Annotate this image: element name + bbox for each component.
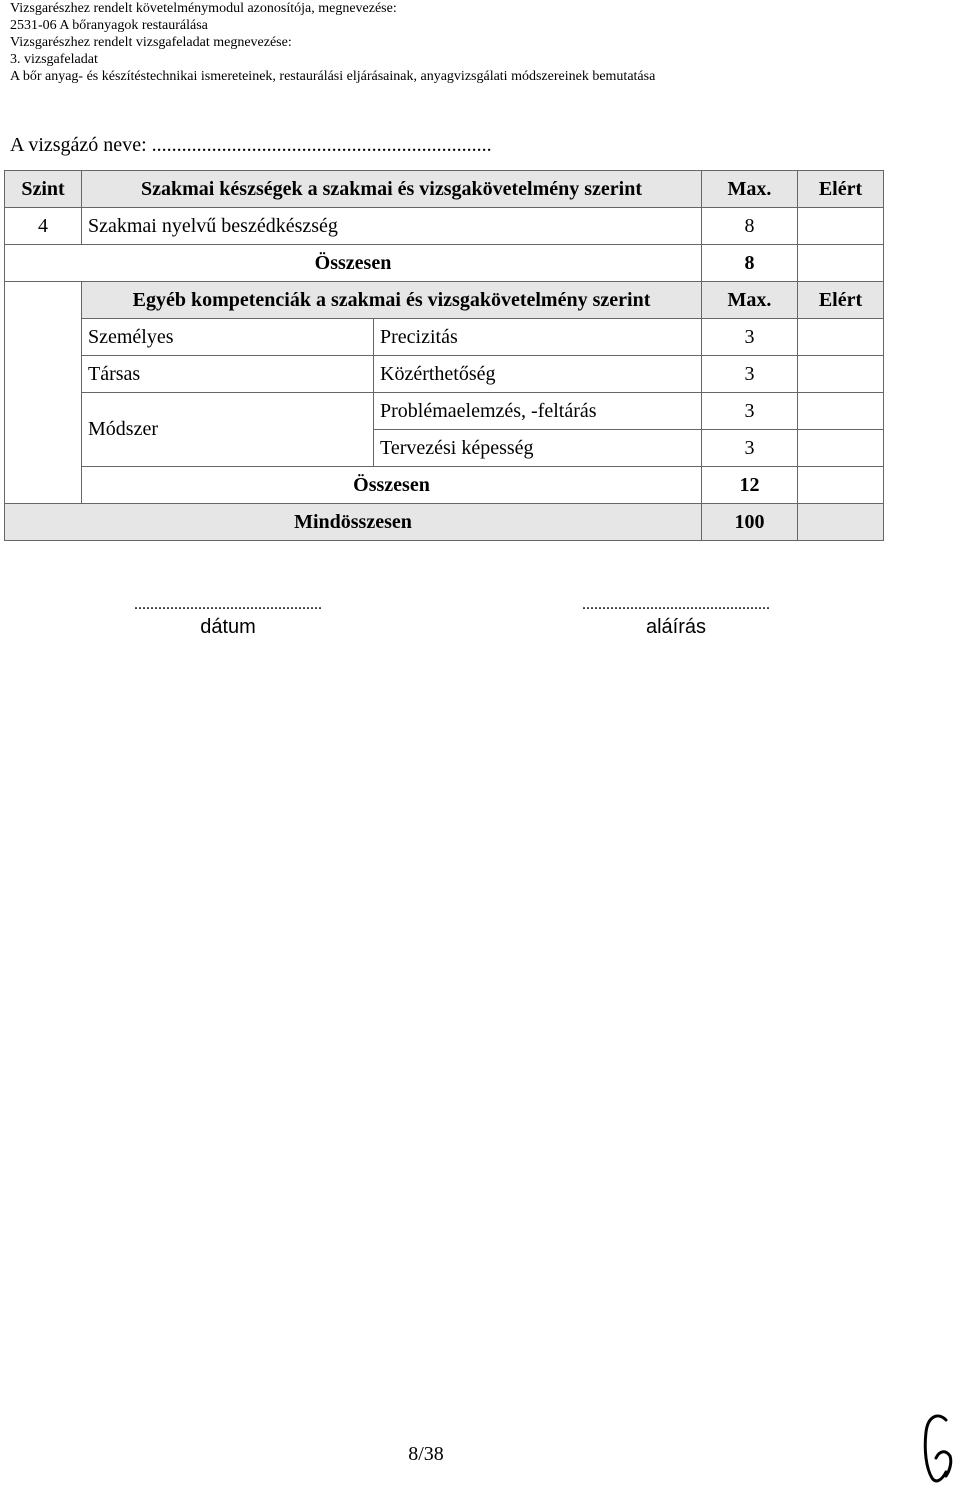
date-block [94, 596, 362, 640]
grand-total-max: 100 [702, 504, 798, 541]
table-header-row [5, 171, 884, 208]
competency-category: Módszer [82, 393, 374, 467]
handwritten-mark-icon [916, 1410, 956, 1486]
subtotal-row [5, 245, 884, 282]
competencies-header-row [5, 282, 884, 319]
competency-category: Személyes [82, 319, 374, 356]
header-other-competencies: Egyéb kompetenciák a szakmai és vizsgakövetelmény szerint [82, 282, 702, 319]
competency-item: Precizitás [374, 319, 702, 356]
subtotal-reached-cell [798, 245, 884, 282]
competency-item: Tervezési képesség [374, 430, 702, 467]
document-header [10, 0, 655, 85]
table-row [5, 393, 884, 430]
max-score: 3 [702, 356, 798, 393]
header-line-2: 2531-06 A bőranyagok restaurálása [10, 18, 208, 33]
subtotal-max: 12 [702, 467, 798, 504]
subtotal-max: 8 [702, 245, 798, 282]
table-row [5, 319, 884, 356]
header-line-1: Vizsgarészhez rendelt követelménymodul azonosítója, megnevezése: [10, 1, 397, 16]
competency-item: Közérthetőség [374, 356, 702, 393]
header-level: Szint [5, 171, 82, 208]
page-number: 8/38 [408, 1443, 444, 1465]
subtotal-label: Összesen [82, 467, 702, 504]
competency-category: Társas [82, 356, 374, 393]
signature-block [542, 596, 810, 640]
header-line-3: Vizsgarészhez rendelt vizsgafeladat megnevezése: [10, 35, 292, 50]
date-line: ............................................... [134, 596, 322, 613]
table-row [5, 356, 884, 393]
header-max: Max. [702, 171, 798, 208]
grand-total-reached-cell [798, 504, 884, 541]
grand-total-row [5, 504, 884, 541]
header-reached: Elért [798, 171, 884, 208]
table-row [5, 208, 884, 245]
header-max-2: Max. [702, 282, 798, 319]
signature-label: aláírás [645, 616, 707, 638]
reached-score-cell [798, 208, 884, 245]
date-label: dátum [200, 616, 256, 638]
subtotal-row [5, 467, 884, 504]
reached-score-cell [798, 319, 884, 356]
header-reached-2: Elért [798, 282, 884, 319]
signature-line: ............................................... [582, 596, 770, 613]
reached-score-cell [798, 356, 884, 393]
max-score: 3 [702, 430, 798, 467]
subtotal-label: Összesen [5, 245, 702, 282]
max-score: 3 [702, 319, 798, 356]
header-line-4: 3. vizsgafeladat [10, 52, 98, 67]
candidate-name-field: A vizsgázó neve: .................................................................... [10, 134, 492, 156]
skill-name: Szakmai nyelvű beszédkészség [82, 208, 702, 245]
header-line-5: A bőr anyag- és készítéstechnikai ismereteinek, restaurálási eljárásainak, anyagvizsgálati módszereinek bemutatása [10, 69, 656, 84]
level-value: 4 [5, 208, 82, 245]
header-professional-skills: Szakmai készségek a szakmai és vizsgakövetelmény szerint [82, 171, 702, 208]
reached-score-cell [798, 430, 884, 467]
evaluation-table [4, 170, 884, 541]
max-score: 3 [702, 393, 798, 430]
max-score: 8 [702, 208, 798, 245]
subtotal-reached-cell [798, 467, 884, 504]
blank-level-cell [5, 282, 82, 504]
reached-score-cell [798, 393, 884, 430]
grand-total-label: Mindösszesen [5, 504, 702, 541]
competency-item: Problémaelemzés, -feltárás [374, 393, 702, 430]
